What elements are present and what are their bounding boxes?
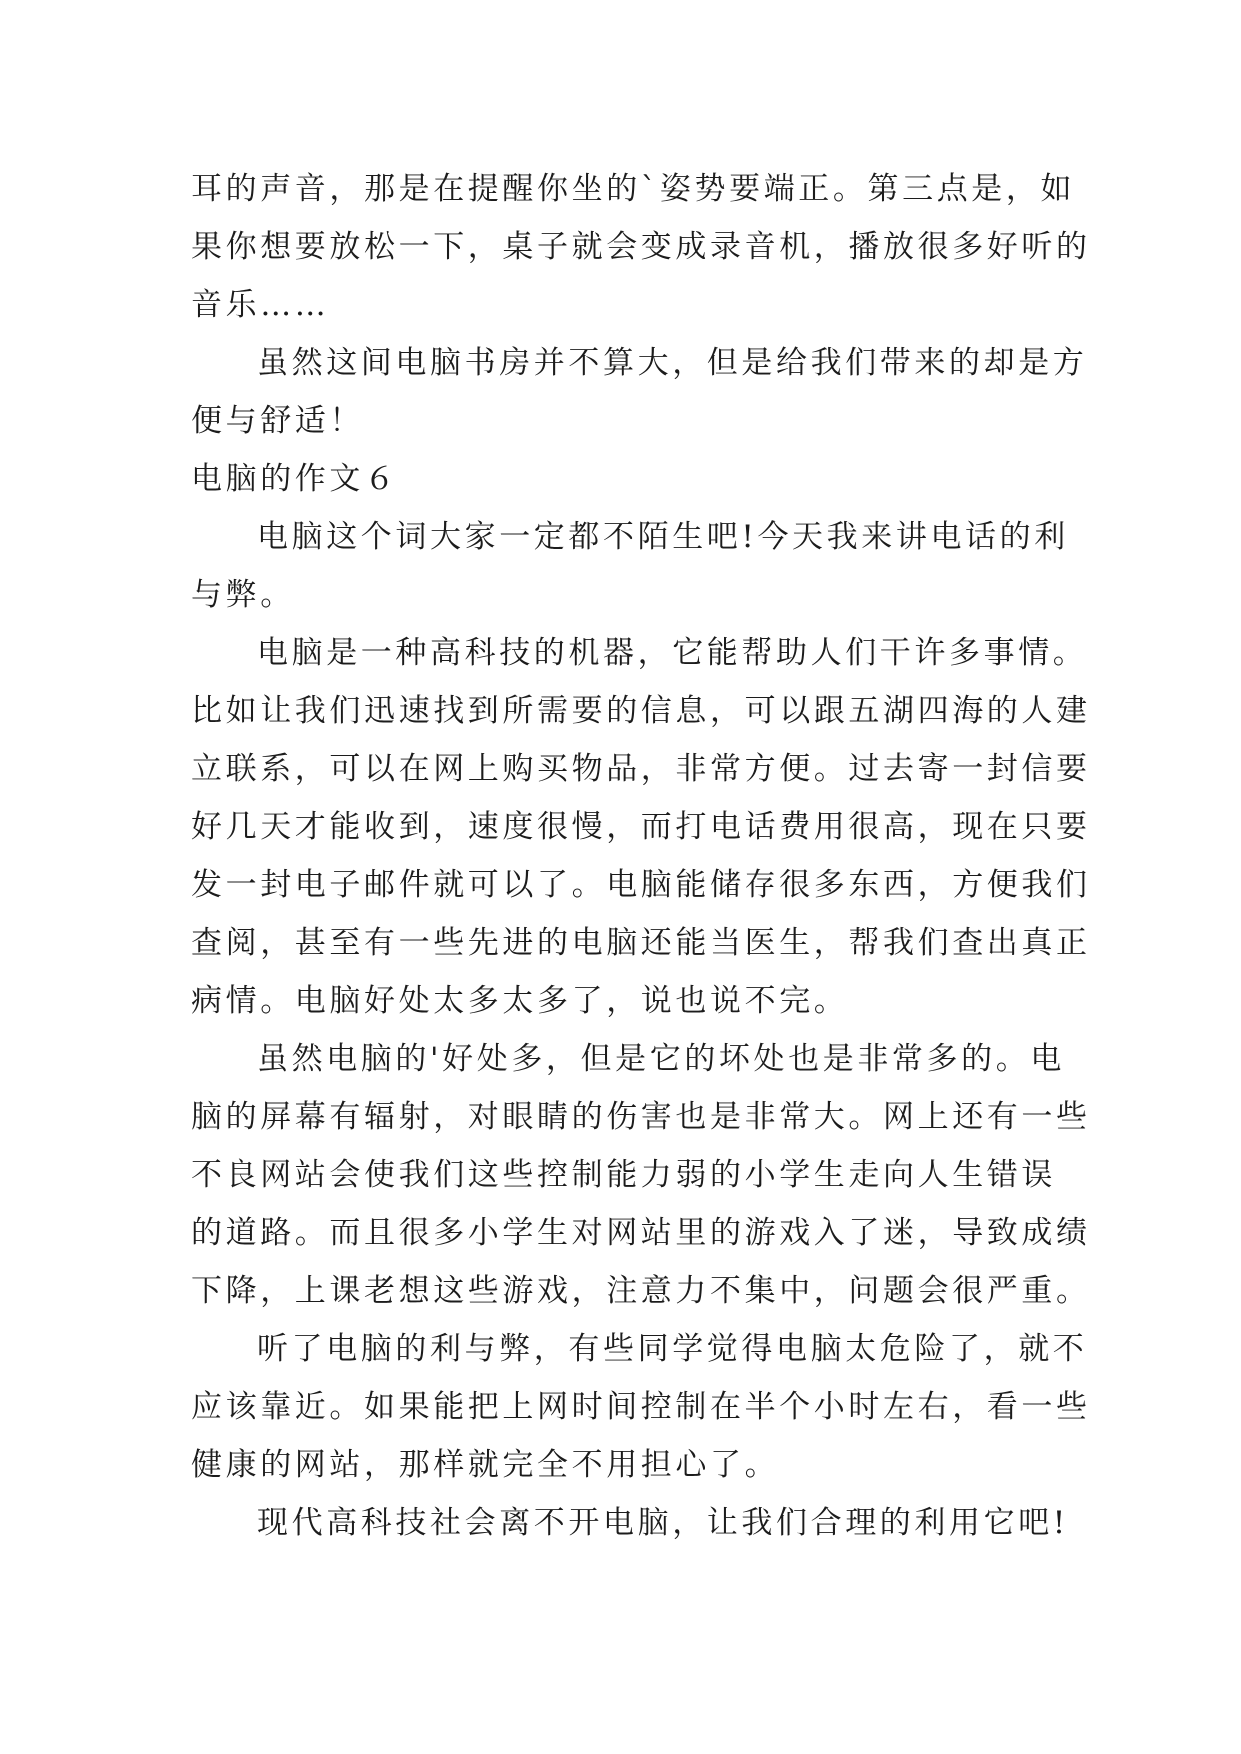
paragraph-line: 的道路。而且很多小学生对网站里的游戏入了迷，导致成绩 [191, 1215, 1091, 1251]
document-body [191, 160, 1091, 1552]
paragraph-line: 脑的屏幕有辐射，对眼睛的伤害也是非常大。网上还有一些 [191, 1099, 1091, 1135]
paragraph-line: 好几天才能收到，速度很慢，而打电话费用很高，现在只要 [191, 809, 1091, 845]
paragraph-line: 健康的网站，那样就完全不用担心了。 [191, 1447, 780, 1483]
paragraph-line: 发一封电子邮件就可以了。电脑能储存很多东西，方便我们 [191, 867, 1091, 903]
paragraph-line: 果你想要放松一下，桌子就会变成录音机，播放很多好听的 [191, 229, 1091, 265]
paragraph-line: 应该靠近。如果能把上网时间控制在半个小时左右，看一些 [191, 1389, 1091, 1425]
paragraph-line: 立联系，可以在网上购买物品，非常方便。过去寄一封信要 [191, 751, 1091, 787]
paragraph-first-line: 听了电脑的利与弊，有些同学觉得电脑太危险了，就不 [257, 1331, 1088, 1367]
paragraph-line: 下降，上课老想这些游戏，注意力不集中，问题会很严重。 [191, 1273, 1091, 1309]
paragraph-line: 病情。电脑好处太多太多了，说也说不完。 [191, 983, 849, 1019]
section-heading: 电脑的作文６ [191, 461, 399, 497]
paragraph-line: 耳的声音，那是在提醒你坐的`姿势要端正。第三点是，如 [191, 171, 1076, 207]
paragraph-first-line: 虽然这间电脑书房并不算大，但是给我们带来的却是方 [257, 345, 1088, 381]
paragraph-first-line: 虽然电脑的'好处多，但是它的坏处也是非常多的。电 [257, 1041, 1065, 1077]
paragraph-line: 比如让我们迅速找到所需要的信息，可以跟五湖四海的人建 [191, 693, 1091, 729]
paragraph-line: 音乐…… [191, 287, 330, 323]
paragraph-first-line: 现代高科技社会离不开电脑，让我们合理的利用它吧! [257, 1505, 1069, 1541]
paragraph-line: 与弊。 [191, 577, 295, 613]
paragraph-first-line: 电脑这个词大家一定都不陌生吧!今天我来讲电话的利 [257, 519, 1069, 555]
paragraph-line: 便与舒适！ [191, 403, 364, 439]
paragraph-line: 查阅，甚至有一些先进的电脑还能当医生，帮我们查出真正 [191, 925, 1091, 961]
paragraph-line: 不良网站会使我们这些控制能力弱的小学生走向人生错误 [191, 1157, 1056, 1193]
paragraph-first-line: 电脑是一种高科技的机器，它能帮助人们干许多事情。 [257, 635, 1088, 671]
